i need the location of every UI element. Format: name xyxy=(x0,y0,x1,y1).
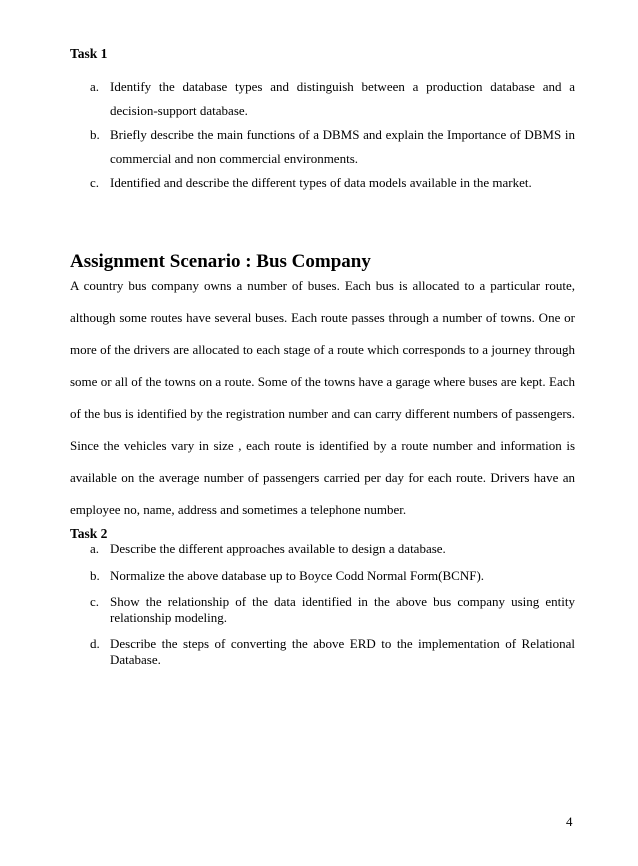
task2-item-b xyxy=(70,568,575,584)
list-marker: c. xyxy=(90,175,100,190)
scenario-body: A country bus company owns a number of buses. Each bus is allocated to a particular route, although some routes have several buses. Each route passes through a number of towns. One or more of the drivers are allocated to each stage of a route which corresponds to a journey through some or all of the towns on a route. Some of the towns have a garage where buses are kept. Each of the bus is identified by the registration number and can carry different numbers of passengers. Since the vehicles vary in size , each route is identified by a route number and information is available on the average number of passengers carried per day for each route. Drivers have an employee no, name, address and sometimes a telephone number. xyxy=(70,278,575,517)
task2-item-a xyxy=(70,541,575,557)
list-marker: a. xyxy=(90,541,100,556)
task1-item-a xyxy=(70,75,575,123)
task-item-text: Describe the steps of converting the above ERD to the implementation of Relational Database. xyxy=(110,636,575,667)
task-item-text: Show the relationship of the data identified in the above bus company using entity relationship modeling. xyxy=(110,594,575,625)
list-marker: b. xyxy=(90,127,100,142)
task-item-text: Describe the different approaches available to design a database. xyxy=(110,541,446,556)
task-item-text: Normalize the above database up to Boyce Codd Normal Form(BCNF). xyxy=(110,567,485,583)
scenario-title: Assignment Scenario : Bus Company xyxy=(70,251,371,272)
page-number: 4 xyxy=(566,814,573,829)
task2-item-d xyxy=(70,636,575,667)
task1-item-b xyxy=(70,123,575,171)
task2-list xyxy=(70,541,575,678)
task-item-text: Identify the database types and distinguish between a production database and a decision-support database. xyxy=(110,79,575,118)
task-item-text: Briefly describe the main functions of a DBMS and explain the Importance of DBMS in commercial and non commercial environments. xyxy=(110,127,575,166)
task1-heading: Task 1 xyxy=(70,46,108,61)
task1-item-c xyxy=(70,171,575,195)
task-item-text: Identified and describe the different types of data models available in the market. xyxy=(110,175,532,190)
list-marker: d. xyxy=(90,636,100,651)
list-marker: c. xyxy=(90,594,100,609)
task1-list xyxy=(70,75,575,195)
task2-item-c xyxy=(70,594,575,625)
task2-heading: Task 2 xyxy=(70,526,108,541)
list-marker: b. xyxy=(90,567,100,583)
list-marker: a. xyxy=(90,79,100,94)
